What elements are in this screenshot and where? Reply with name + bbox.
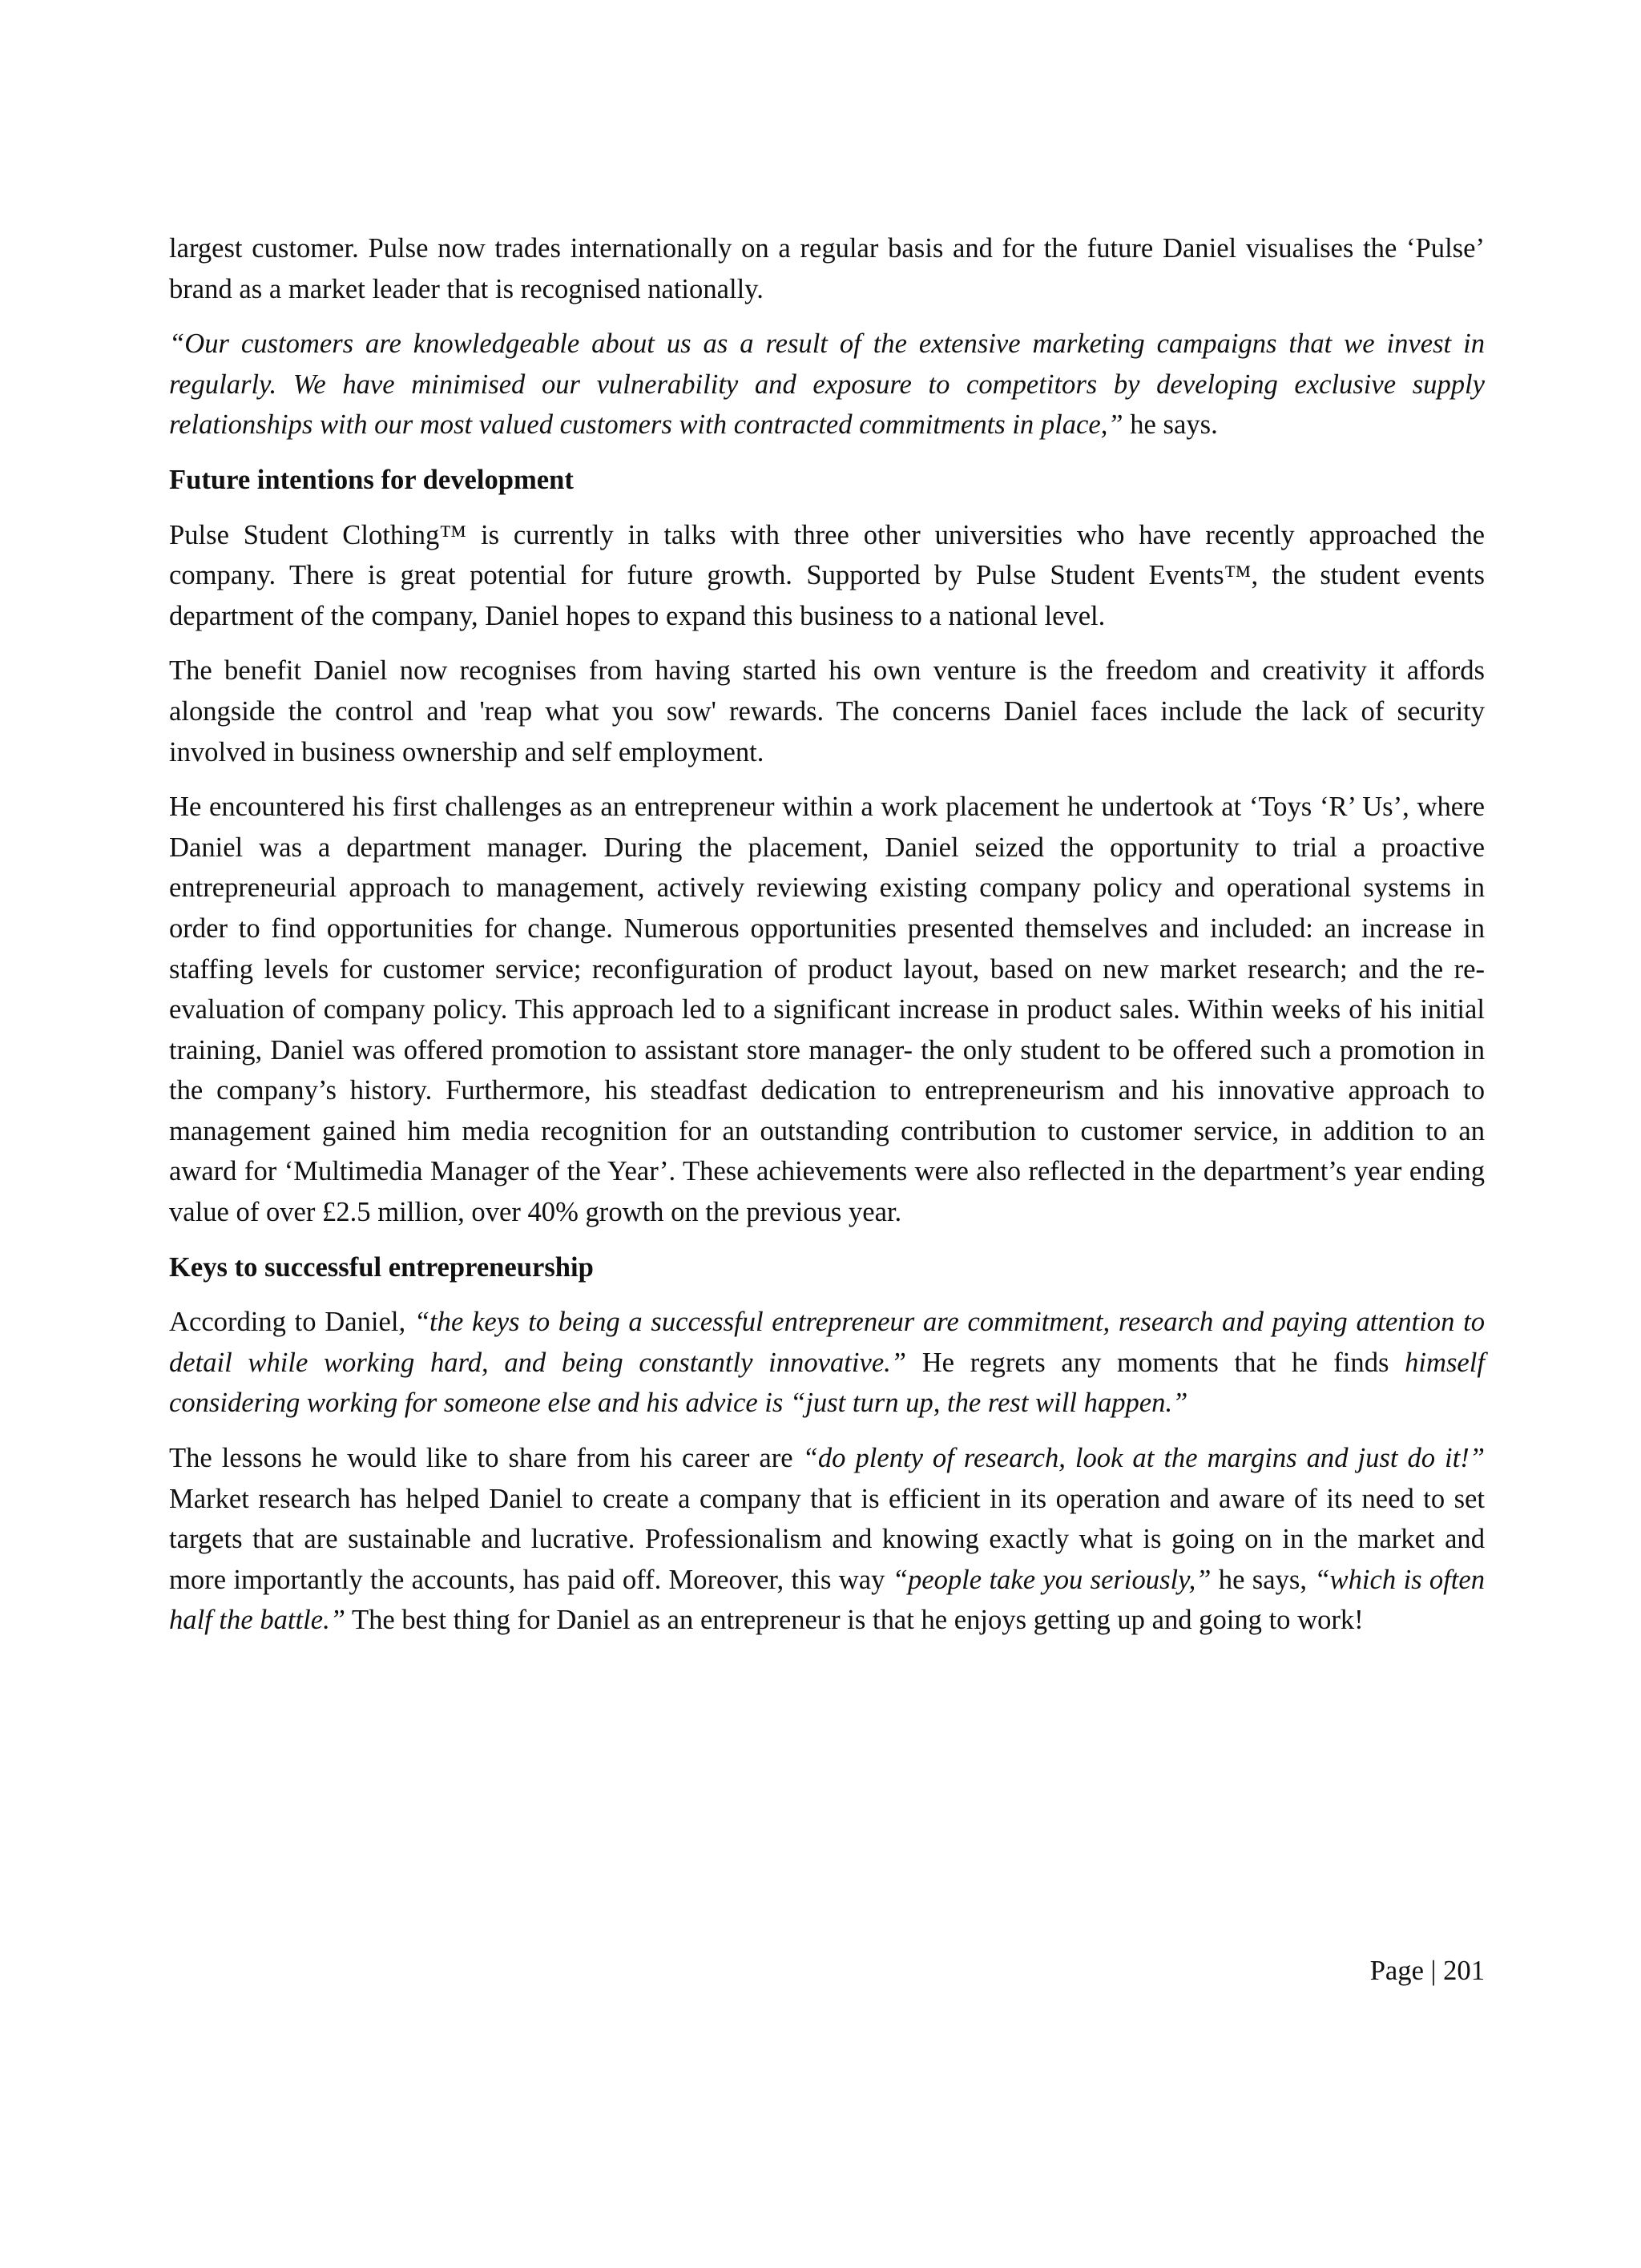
keys-quote: , “the keys to being a successful entrepreneur are commitment, research and paying attention to detail while working hard, and being constantly innovative.” — [169, 1307, 1485, 1378]
paragraph-first-challenges: He encountered his first challenges as an entrepreneur within a work placement he undertook at ‘Toys ‘R’ Us’, where Daniel was a department manager. During the placement, Daniel seized the opportunity to trial a proactive entrepreneurial approach to management, actively reviewing existing company policy and operational systems in order to find opportunities for change. Numerous opportunities presented themselves and included: an increase in staffing levels for customer service; reconfiguration of product layout, based on new market research; and the re-evaluation of company policy. This approach led to a significant increase in product sales. Within weeks of his initial training, Daniel was offered promotion to assistant store manager- the only student to be offered such a promotion in the company’s history. Furthermore, his steadfast dedication to entrepreneurism and his innovative approach to management gained him media recognition for an outstanding contribution to customer service, in addition to an award for ‘Multimedia Manager of the Year’. These achievements were also reflected in the department’s year ending value of over £2.5 million, over 40% growth on the previous year. — [169, 792, 1485, 1228]
advice-quote: himself considering working for someone else and his advice is “just turn up, the rest will happen.” — [169, 1347, 1485, 1419]
lessons-quote: “do plenty of research, look at the margins and just do it!” — [802, 1443, 1485, 1474]
battle-quote: “which is often half the battle.” — [169, 1564, 1486, 1636]
lessons-intro: The lessons he would like to share from his career are — [169, 1443, 803, 1474]
lessons-ending: The best thing for Daniel as an entrepreneur is that he enjoys getting up and going to work! — [345, 1605, 1364, 1636]
seriously-quote: “people take you seriously,” — [892, 1564, 1212, 1595]
paragraph-lessons — [169, 1438, 1485, 1641]
lessons-market-research: Market research has helped Daniel to create a company that is efficient in its operation and aware of its need to set targets that are sustainable and lucrative. Professionalism and knowing exactly what is going on in the market and more importantly the accounts, has paid off. Moreover, this way — [169, 1483, 1485, 1595]
quote-attribution: he says. — [1123, 409, 1218, 441]
document-body — [169, 228, 1485, 1655]
keys-intro: According to Daniel — [169, 1307, 399, 1338]
heading-keys-success: Keys to successful entrepreneurship — [169, 1251, 594, 1283]
keys-regrets: He regrets any moments that he finds — [906, 1347, 1405, 1378]
page-number: Page | 201 — [1369, 1956, 1485, 1986]
lessons-says: he says, — [1211, 1564, 1315, 1595]
paragraph-talks-universities: Pulse Student Clothing™ is currently in talks with three other universities who have recently approached the company. There is great potential for future growth. Supported by Pulse Student Events™, the student events department of the company, Daniel hopes to expand this business to a national level. — [169, 519, 1485, 631]
paragraph-benefits-concerns: The benefit Daniel now recognises from having started his own venture is the freedom and creativity it affords alongside the control and 'reap what you sow' rewards. The concerns Daniel faces include the lack of security involved in business ownership and self employment. — [169, 655, 1485, 767]
paragraph-keys-quote — [169, 1302, 1485, 1424]
heading-future-intentions: Future intentions for development — [169, 464, 574, 495]
paragraph-customer-quote — [169, 324, 1485, 445]
customer-quote: “Our customers are knowledgeable about us as a result of the extensive marketing campaigns that we invest in regularly. We have minimised our vulnerability and exposure to competitors by developing exclusive supply relationships with our most valued customers with contracted commitments in place,” — [169, 328, 1485, 441]
paragraph-largest-customer: largest customer. Pulse now trades internationally on a regular basis and for the future Daniel visualises the ‘Pulse’ brand as a market leader that is recognised nationally. — [169, 233, 1485, 304]
